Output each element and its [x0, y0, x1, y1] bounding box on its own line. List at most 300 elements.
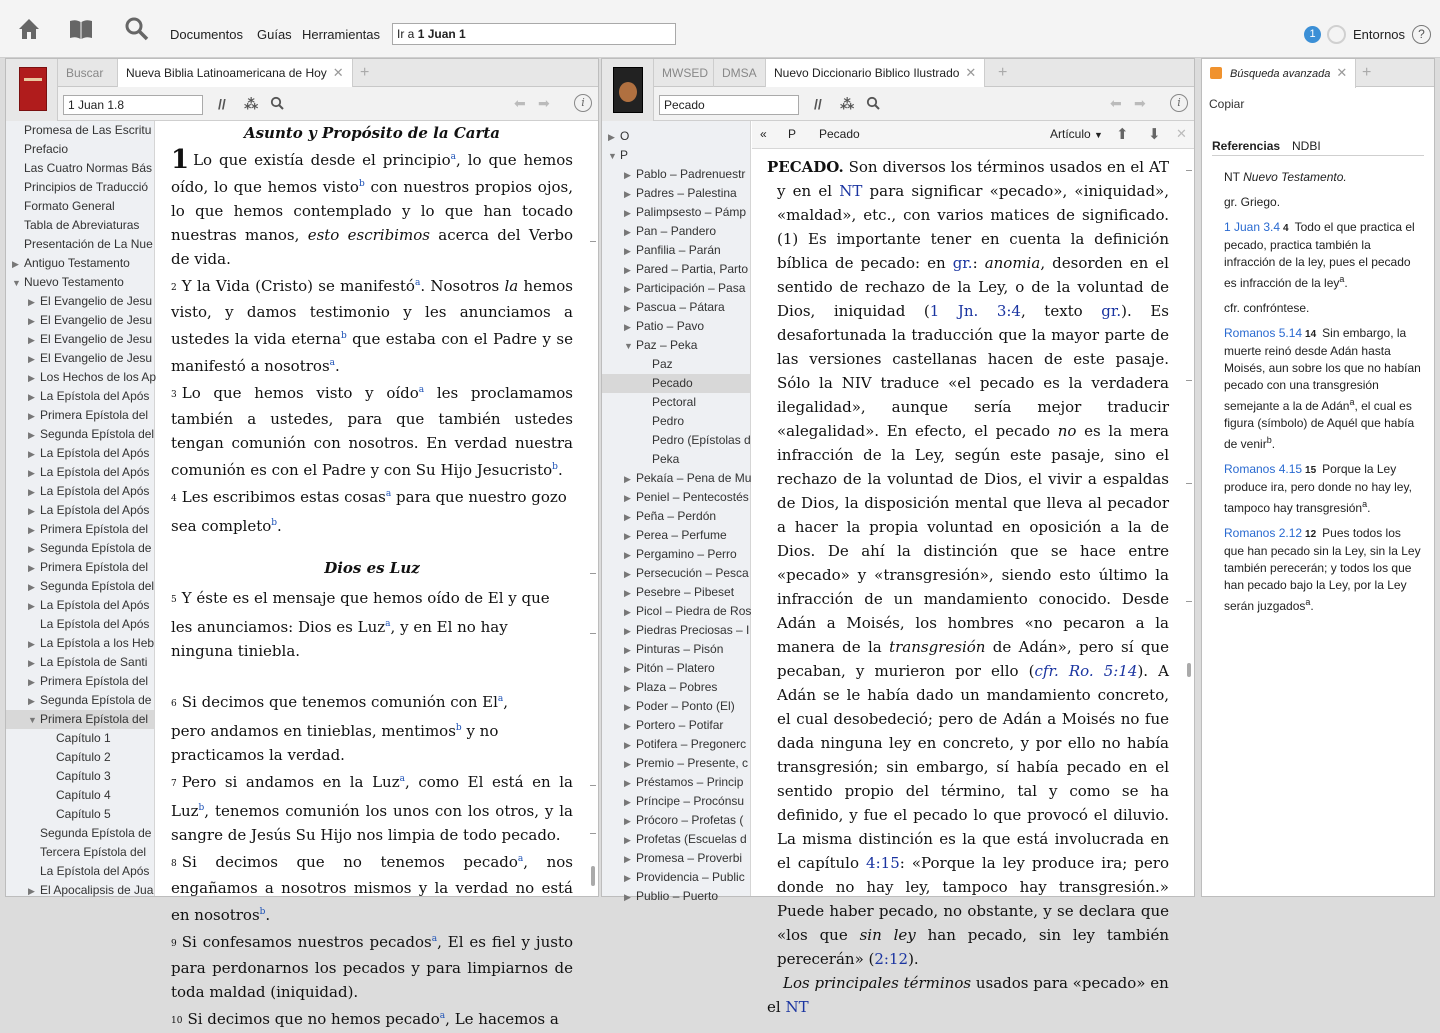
tree-item-label: Peniel – Pentecostés — [636, 490, 749, 504]
collapse-triangle-icon[interactable]: ▶ — [624, 208, 631, 218]
collapse-triangle-icon[interactable]: ▶ — [624, 626, 631, 636]
tree-item[interactable] — [602, 298, 750, 317]
tree-item[interactable] — [602, 811, 750, 830]
tree-item-label: Pedro (Epístolas d — [652, 433, 751, 447]
tree-item[interactable] — [602, 583, 750, 602]
collapse-triangle-icon[interactable]: ▶ — [624, 170, 631, 180]
tree-item[interactable] — [602, 735, 750, 754]
tree-item-label: Capítulo 4 — [56, 788, 111, 802]
collapse-triangle-icon[interactable]: ▶ — [28, 582, 35, 592]
tree-item[interactable] — [602, 773, 750, 792]
collapse-triangle-icon[interactable]: ▶ — [28, 373, 35, 383]
collapse-triangle-icon[interactable]: ▶ — [624, 778, 631, 788]
tab-dmsa[interactable] — [714, 59, 766, 87]
collapse-triangle-icon[interactable]: ▶ — [624, 284, 631, 294]
visual-filter-icon[interactable]: ⁂ — [244, 96, 259, 112]
panel-search-icon[interactable] — [270, 96, 284, 110]
tree-item-label: Pablo – Padrenuestr — [636, 167, 746, 181]
collapse-triangle-icon[interactable]: ▶ — [28, 506, 35, 516]
tree-item-label: La Epístola del Após — [40, 389, 150, 403]
tree-item-label: Segunda Epístola del — [40, 427, 155, 441]
collapse-triangle-icon[interactable]: ▶ — [28, 696, 35, 706]
tree-item-label: Prefacio — [24, 142, 69, 156]
help-icon[interactable]: ? — [1412, 25, 1431, 44]
tab-ndbi[interactable] — [766, 59, 985, 88]
collapse-triangle-icon[interactable]: ▶ — [624, 854, 631, 864]
tree-item[interactable] — [602, 792, 750, 811]
collapse-triangle-icon[interactable]: ▶ — [624, 303, 631, 313]
menu-herramientas[interactable]: Herramientas — [302, 27, 381, 42]
collapse-triangle-icon[interactable]: ▶ — [28, 525, 35, 535]
tree-item[interactable] — [6, 235, 154, 254]
bible-subbar — [58, 87, 598, 121]
tree-item[interactable] — [602, 678, 750, 697]
back-arrow-icon[interactable]: ⬅ — [1110, 95, 1122, 111]
tree-item[interactable] — [602, 564, 750, 583]
verse-10: 10 Si decimos que no hemos pecado$^a$, Le hacemos a — [171, 1010, 559, 1028]
tab-dmsa-label: DMSA — [722, 66, 757, 80]
tree-item[interactable] — [6, 178, 154, 197]
info-icon[interactable]: i — [1170, 94, 1188, 112]
tree-item[interactable] — [602, 355, 750, 374]
collapse-triangle-icon[interactable]: ▶ — [624, 645, 631, 655]
collapse-triangle-icon[interactable]: ▶ — [624, 816, 631, 826]
tree-item[interactable] — [6, 406, 154, 425]
tree-item[interactable] — [6, 862, 154, 881]
reference-link[interactable]: Romanos 2.12 — [1224, 526, 1303, 540]
back-arrow-icon[interactable]: ⬅ — [514, 95, 526, 111]
tree-item-label: La Epístola del Após — [40, 617, 150, 631]
advanced-search-panel — [1201, 58, 1435, 897]
tree-item[interactable] — [6, 767, 154, 786]
tree-item-label: Poder – Ponto (El) — [636, 699, 735, 713]
verse-6: 6 Si decimos que tenemos comunión con El$^a$, pero andamos en tinieblas, mentimos$^b$ y no practicamos la verdad. — [171, 693, 509, 764]
article-dropdown[interactable] — [1050, 127, 1103, 141]
tree-item[interactable] — [6, 121, 154, 140]
collapse-triangle-icon[interactable]: ▶ — [624, 550, 631, 560]
tree-item-label: Peka — [652, 452, 680, 466]
reference-link[interactable]: Romanos 5.14 — [1224, 326, 1303, 340]
tree-item-label: Pesebre – Pibeset — [636, 585, 735, 599]
collapse-triangle-icon[interactable]: ▶ — [28, 411, 35, 421]
tree-item-label: Promesa de Las Escritu — [24, 123, 152, 137]
expand-triangle-icon[interactable]: ▼ — [624, 341, 633, 351]
collapse-triangle-icon[interactable]: ▶ — [624, 265, 631, 275]
reference-entry: gr. Griego. — [1224, 195, 1281, 209]
collapse-triangle-icon[interactable]: ▶ — [624, 588, 631, 598]
close-icon[interactable]: ✕ — [965, 65, 977, 80]
tree-item[interactable] — [602, 336, 750, 355]
reference-entry: Romanos 4.15 15 Porque la Ley produce ira, pero donde no hay ley, tampoco hay transgresión$^a$. — [1224, 462, 1412, 515]
tree-item[interactable] — [602, 545, 750, 564]
tree-item[interactable] — [602, 184, 750, 203]
tree-item-label: Peña – Perdón — [636, 509, 717, 523]
collapse-triangle-icon[interactable]: ▶ — [624, 246, 631, 256]
tree-item-label: Prócoro – Profetas ( — [636, 813, 744, 827]
tab-mwsed-label: MWSED — [662, 66, 708, 80]
collapse-triangle-icon[interactable]: ▶ — [28, 297, 35, 307]
tree-item[interactable] — [602, 146, 750, 165]
tree-item-label: La Epístola del Após — [40, 465, 150, 479]
dictionary-index-tree — [602, 121, 752, 903]
tree-item-label: Segunda Epístola de — [40, 693, 152, 707]
visual-filter-icon[interactable]: ⁂ — [840, 96, 855, 112]
article-paragraph-1: PECADO. Son diversos los términos usados en el AT y en el NT para significar «pecado», «iniquidad», «maldad», etc., con varios matices de significado. (1) Es importante tener en cuenta la definición bíblica de pecado: en gr.: anomia, desorden en el sentido de rechazo de la Ley, o de la voluntad de Dios, iniquidad (1 Jn. 3:4, texto gr.). Es desafortunada la traducción que la mayor parte de las versiones castellanas hacen de este pasaje. Sólo la NIV traduce «el pecado es la verdadera ilegalidad», aunque sería mejor traducir «alegalidad». En efecto, el pecado no es la mera infracción de la Ley, según este pasaje, sino el rechazo de la voluntad de Dios, el vivir a espaldas de Dios, la disposición mental que lleva al pecador a hacer la propia voluntad en oposición a la de Dios. De ahí la distinción que se hace entre «pecado» y «transgresión», siendo esto último la infracción de un mandamiento conocido. Desde Adán a Moisés, los hombres «no pecaron a la manera de la transgresión de Adán», pero sí que pecaban, y murieron por ello (cfr. Ro. 5:14). A Adán se le había dado un mandamiento concreto, el cual desobedeció; pero de Adán a Moisés no fue dada ninguna ley en concreto, y por ello no había transgresión; sin embargo, sí había pecado en el sentido propio del término, tal y como se ha definido, y fue el pecado lo que provocó el diluvio. La misma distinción es la que está involucrada en el capítulo 4:15: «Porque la ley produce ira; pero donde no hay ley, tampoco hay transgresión.» Puede haber pecado, no obstante, y se declara que «los que sin ley han pecado, sin ley también perecerán» (2:12). — [767, 158, 1170, 968]
tree-item-label: Presentación de La Nue — [24, 237, 153, 251]
article-dropdown-label: Artículo — [1050, 127, 1091, 141]
parallel-icon[interactable]: // — [814, 96, 822, 112]
collapse-triangle-icon[interactable]: ▶ — [28, 392, 35, 402]
tree-item-label: Potifera – Pregonerc — [636, 737, 747, 751]
collapse-triangle-icon[interactable]: ▶ — [28, 639, 35, 649]
library-book-icon[interactable] — [68, 16, 94, 42]
tree-item[interactable] — [6, 539, 154, 558]
forward-arrow-icon[interactable]: ➡ — [538, 95, 550, 111]
tree-item[interactable] — [6, 615, 154, 634]
expand-triangle-icon[interactable]: ▼ — [28, 715, 37, 725]
tree-item-label: Capítulo 5 — [56, 807, 111, 821]
tree-item[interactable] — [6, 159, 154, 178]
main-toolbar — [0, 0, 1440, 58]
tree-item[interactable] — [6, 463, 154, 482]
tree-item[interactable] — [602, 602, 750, 621]
tree-item-label: El Evangelio de Jesu — [40, 332, 153, 346]
add-tab-icon[interactable]: + — [1362, 64, 1372, 81]
menu-documentos[interactable]: Documentos — [170, 27, 243, 42]
collapse-triangle-icon[interactable]: ▶ — [624, 512, 631, 522]
tree-item-label: P — [620, 148, 629, 162]
collapse-triangle-icon[interactable]: ▶ — [624, 797, 631, 807]
tree-item-label: Panfilia – Parán — [636, 243, 721, 257]
menu-guias[interactable]: Guías — [257, 27, 292, 42]
tree-item-label: Paz — [652, 357, 673, 371]
reference-link[interactable]: 1 Juan 3.4 — [1224, 220, 1281, 234]
tree-item-label: Primera Epístola del — [40, 712, 149, 726]
bible-text — [171, 121, 574, 1028]
tree-item[interactable] — [6, 881, 154, 900]
tree-item[interactable] — [602, 887, 750, 906]
tree-item-label: Las Cuatro Normas Bás — [24, 161, 153, 175]
tab-nblh[interactable] — [118, 59, 353, 88]
dictionary-search-input[interactable]: Pecado — [659, 95, 799, 115]
article-paragraph-2: Los principales términos usados para «pecado» en el NT — [767, 974, 1169, 1016]
tree-item[interactable] — [6, 482, 154, 501]
tree-item[interactable] — [6, 292, 154, 311]
tree-item[interactable] — [6, 387, 154, 406]
tree-item-label: Palimpsesto – Pámp — [636, 205, 747, 219]
tree-item-label: Portero – Potifar — [636, 718, 724, 732]
tree-item[interactable] — [6, 311, 154, 330]
tree-item[interactable] — [602, 260, 750, 279]
tree-item[interactable] — [6, 368, 157, 387]
reference-entry: Romanos 2.12 12 Pues todos los que han pecado sin la Ley, sin la Ley también perecerán; y todos los que han pecado bajo la Ley, por la Ley serán juzgados$^a$. — [1224, 526, 1421, 613]
collapse-triangle-icon[interactable]: ▶ — [624, 683, 631, 693]
tree-item[interactable] — [6, 805, 154, 824]
tree-item-label: Picol – Piedra de Ros — [636, 604, 752, 618]
tree-item-label: Primera Epístola del — [40, 408, 149, 422]
goto-input[interactable] — [392, 23, 676, 45]
tab-buscar[interactable] — [58, 59, 118, 87]
tree-item-label: Primera Epístola del — [40, 674, 149, 688]
tree-item[interactable] — [6, 748, 154, 767]
tree-item[interactable] — [6, 349, 154, 368]
collapse-triangle-icon[interactable]: ▶ — [624, 531, 631, 541]
tree-item[interactable] — [6, 140, 154, 159]
tree-item[interactable] — [6, 520, 154, 539]
verse-1: 1 Lo que existía desde el principio$^a$, lo que hemos oído, lo que hemos visto$^b$ con nuestros propios ojos, lo que hemos contemplado y lo que han tocado nuestras manos, esto escribimos acerca del Verbo de vida. — [171, 145, 574, 268]
verse-7: 7 Pero si andamos en la Luz$^a$, como El está en la Luz$^b$, tenemos comunión los unos con los otros, y la sangre de Jesús Su Hijo nos limpia de todo pecado. — [171, 773, 573, 844]
tab-busqueda-avanzada[interactable] — [1202, 59, 1356, 88]
tree-item[interactable] — [602, 450, 750, 469]
collapse-triangle-icon[interactable]: ▶ — [28, 601, 35, 611]
entornos-button[interactable]: Entornos — [1353, 27, 1406, 42]
collapse-triangle-icon[interactable]: ▶ — [624, 189, 631, 199]
collapse-triangle-icon[interactable]: ▶ — [624, 227, 631, 237]
tree-item-label: La Epístola del Após — [40, 503, 150, 517]
section-heading-2: Dios es Luz — [324, 559, 420, 577]
collapse-triangle-icon[interactable]: ▶ — [28, 316, 35, 326]
close-icon[interactable]: ✕ — [1336, 65, 1348, 80]
reference-input[interactable]: 1 Juan 1.8 — [63, 95, 203, 115]
tree-item-label: Tercera Epístola del — [40, 845, 147, 859]
collapse-triangle-icon[interactable]: ▶ — [608, 132, 615, 142]
result-tabs — [1212, 139, 1424, 156]
tree-item[interactable] — [6, 444, 154, 463]
tree-item-label: El Evangelio de Jesu — [40, 351, 153, 365]
tree-item[interactable] — [602, 526, 750, 545]
tree-item[interactable] — [6, 786, 154, 805]
collapse-triangle-icon[interactable]: ▶ — [28, 677, 35, 687]
tree-item[interactable] — [6, 197, 154, 216]
tree-item-label: O — [620, 129, 630, 143]
collapse-triangle-icon[interactable]: ▶ — [624, 892, 631, 902]
tab-busqueda-label: Búsqueda avanzada — [1230, 68, 1331, 80]
tree-item[interactable] — [6, 653, 154, 672]
tree-item[interactable] — [602, 697, 750, 716]
tab-ndbi-label: Nuevo Diccionario Biblico Ilustrado — [774, 66, 960, 80]
collapse-triangle-icon[interactable]: ▶ — [624, 493, 631, 503]
tree-item[interactable] — [602, 830, 750, 849]
tree-item[interactable] — [602, 754, 750, 773]
tree-item-label: Capítulo 1 — [56, 731, 111, 745]
add-tab-icon[interactable]: + — [998, 64, 1008, 81]
tree-item-label: Piedras Preciosas – I — [636, 623, 750, 637]
expand-triangle-icon[interactable]: ▼ — [608, 151, 617, 161]
collapse-triangle-icon[interactable]: ▶ — [28, 335, 35, 345]
tree-item-label: Publio – Puerto — [636, 889, 719, 903]
breadcrumb-back[interactable]: « — [760, 127, 767, 141]
collapse-triangle-icon[interactable]: ▶ — [28, 658, 35, 668]
tree-item-label: Antiguo Testamento — [24, 256, 130, 270]
tree-item[interactable] — [602, 640, 750, 659]
tree-item-label: Pitón – Platero — [636, 661, 715, 675]
collapse-triangle-icon[interactable]: ▶ — [28, 544, 35, 554]
tree-item[interactable] — [602, 127, 750, 146]
verse-2: 2 Y la Vida (Cristo) se manifestó$^a$. Nosotros la hemos visto, y damos testimonio y les anunciamos a ustedes la vida eterna$^b$ que estaba con el Padre y se manifestó a nosotros$^a$. — [171, 277, 574, 375]
env-count-badge: 1 — [1304, 26, 1321, 43]
tree-item-label: El Evangelio de Jesu — [40, 313, 153, 327]
tree-item-label: Premio – Presente, c — [636, 756, 749, 770]
collapse-triangle-icon[interactable]: ▶ — [28, 354, 35, 364]
tree-item[interactable] — [602, 659, 750, 678]
tree-item[interactable] — [602, 374, 750, 393]
tree-item-label: El Apocalipsis de Jua — [40, 883, 154, 897]
tree-item[interactable] — [602, 317, 750, 336]
parallel-icon[interactable]: // — [218, 96, 226, 112]
collapse-triangle-icon[interactable]: ▶ — [28, 886, 35, 896]
tree-item[interactable] — [6, 273, 154, 292]
tree-item[interactable] — [6, 843, 154, 862]
collapse-triangle-icon[interactable]: ▶ — [624, 664, 631, 674]
tree-item[interactable] — [602, 222, 750, 241]
tree-item[interactable] — [6, 558, 154, 577]
article-text — [767, 155, 1170, 1016]
tree-item-label: Pekaía – Pena de Mu — [636, 471, 752, 485]
tree-item-label: La Epístola del Após — [40, 484, 150, 498]
tree-item[interactable] — [602, 431, 750, 450]
verse-5: 5 Y éste es el mensaje que hemos oído de El y que les anunciamos: Dios es Luz$^a$, y en El no hay ninguna tiniebla. — [171, 589, 550, 660]
tree-item-label: La Epístola del Após — [40, 446, 150, 460]
tree-item[interactable] — [602, 241, 750, 260]
tree-item[interactable] — [6, 501, 154, 520]
tab-referencias[interactable]: Referencias — [1212, 139, 1281, 153]
tab-ndbi-refs[interactable]: NDBI — [1292, 139, 1321, 153]
copy-button[interactable]: Copiar — [1209, 97, 1245, 111]
section-heading: Asunto y Propósito de la Carta — [243, 124, 501, 142]
article-header — [752, 121, 1194, 149]
reference-link[interactable]: Romanos 4.15 — [1224, 462, 1303, 476]
tree-item-label: Profetas (Escuelas d — [636, 832, 747, 846]
search-icon[interactable] — [124, 16, 150, 42]
close-icon[interactable]: ✕ — [332, 65, 344, 80]
collapse-triangle-icon[interactable]: ▶ — [624, 835, 631, 845]
reference-entry: cfr. confróntese. — [1224, 301, 1310, 315]
dictionary-cover-icon[interactable] — [613, 67, 643, 113]
collapse-triangle-icon[interactable]: ▶ — [28, 563, 35, 573]
info-icon[interactable]: i — [574, 94, 592, 112]
tree-item-label: Providencia – Public — [636, 870, 745, 884]
tree-item[interactable] — [6, 330, 154, 349]
references-list — [1224, 169, 1424, 623]
goto-prefix: Ir a — [397, 27, 415, 41]
tree-item[interactable] — [6, 596, 154, 615]
tree-item-label: Participación – Pasa — [636, 281, 746, 295]
collapse-triangle-icon[interactable]: ▶ — [624, 759, 631, 769]
collapse-triangle-icon[interactable]: ▶ — [624, 569, 631, 579]
tree-item[interactable] — [602, 469, 750, 488]
tree-item[interactable] — [6, 824, 154, 843]
add-tab-icon[interactable]: + — [360, 64, 370, 81]
breadcrumb-entry[interactable]: Pecado — [819, 127, 860, 141]
tree-item-label: Pedro — [652, 414, 685, 428]
tree-item-label: Paz – Peka — [636, 338, 698, 352]
tree-item[interactable] — [602, 507, 750, 526]
tree-item-label: Pectoral — [652, 395, 697, 409]
dict-cover-area — [602, 59, 654, 121]
forward-arrow-icon[interactable]: ➡ — [1134, 95, 1146, 111]
close-icon[interactable]: ✕ — [1176, 126, 1187, 141]
collapse-triangle-icon[interactable]: ▶ — [28, 449, 35, 459]
tree-item[interactable] — [6, 254, 154, 273]
dictionary-tabbar — [602, 59, 1194, 87]
tree-item[interactable] — [6, 710, 154, 729]
tree-item[interactable] — [6, 216, 154, 235]
collapse-triangle-icon[interactable]: ▶ — [624, 873, 631, 883]
tree-item[interactable] — [6, 729, 154, 748]
article-scrollbar[interactable] — [1184, 155, 1194, 896]
tree-item[interactable] — [602, 868, 750, 887]
arrow-down-icon[interactable]: ⬇ — [1148, 126, 1161, 143]
collapse-triangle-icon[interactable]: ▶ — [28, 430, 35, 440]
tree-item[interactable] — [602, 279, 750, 298]
tree-item[interactable] — [602, 165, 750, 184]
tree-item-label: Perea – Perfume — [636, 528, 727, 542]
collapse-triangle-icon[interactable]: ▶ — [12, 259, 19, 269]
tree-item-label: Tabla de Abreviaturas — [24, 218, 140, 232]
tab-mwsed[interactable] — [654, 59, 714, 87]
tree-item-label: Capítulo 3 — [56, 769, 111, 783]
tree-item-label: Primera Epístola del — [40, 522, 149, 536]
collapse-triangle-icon[interactable]: ▶ — [624, 322, 631, 332]
tree-item[interactable] — [6, 672, 154, 691]
tree-item-label: Primera Epístola del — [40, 560, 149, 574]
bible-cover-icon[interactable] — [19, 67, 47, 111]
tree-item-label: Préstamos – Princip — [636, 775, 744, 789]
verse-9: 9 Si confesamos nuestros pecados$^a$, El es fiel y justo para perdonarnos los pecados y para limpiarnos de toda maldad (iniquidad). — [171, 933, 574, 1001]
collapse-triangle-icon[interactable]: ▶ — [624, 607, 631, 617]
tree-item-label: Capítulo 2 — [56, 750, 111, 764]
collapse-triangle-icon[interactable]: ▶ — [28, 487, 35, 497]
collapse-triangle-icon[interactable]: ▶ — [624, 721, 631, 731]
tree-item[interactable] — [602, 393, 750, 412]
dictionary-panel — [601, 58, 1195, 1016]
tree-item-label: La Epístola del Após — [40, 864, 150, 878]
tree-item-label: Persecución – Pesca — [636, 566, 749, 580]
sync-spinner-icon — [1327, 25, 1346, 44]
collapse-triangle-icon[interactable]: ▶ — [624, 702, 631, 712]
reference-entry: Romanos 5.14 14 Sin embargo, la muerte reinó desde Adán hasta Moisés, aun sobre los que no habían pecado con una transgresión semejante a la de Adán$^a$, el cual es figura (símbolo) de Aquél que había de venir$^b$. — [1224, 326, 1421, 451]
bible-tabbar — [6, 59, 598, 87]
tree-item[interactable] — [6, 577, 154, 596]
collapse-triangle-icon[interactable]: ▶ — [624, 474, 631, 484]
expand-triangle-icon[interactable]: ▼ — [12, 278, 21, 288]
tree-item[interactable] — [6, 691, 154, 710]
tree-item[interactable] — [602, 203, 750, 222]
arrow-up-icon[interactable]: ⬆ — [1116, 126, 1129, 143]
bible-cover-area — [6, 59, 58, 121]
bible-scrollbar[interactable] — [588, 121, 598, 896]
breadcrumb-letter[interactable]: P — [788, 127, 797, 141]
tree-item[interactable] — [602, 621, 750, 640]
tree-item-label: Segunda Epístola del — [40, 579, 155, 593]
tree-item[interactable] — [602, 849, 750, 868]
goto-value: 1 Juan 1 — [417, 27, 466, 41]
tree-item-label: Segunda Epístola de — [40, 541, 152, 555]
tree-item[interactable] — [6, 425, 154, 444]
home-icon[interactable] — [16, 16, 42, 42]
collapse-triangle-icon[interactable]: ▶ — [28, 468, 35, 478]
search-panel-icon — [1210, 67, 1222, 79]
tree-item-label: Plaza – Pobres — [636, 680, 718, 694]
reference-entry: NT Nuevo Testamento. — [1224, 170, 1347, 184]
panel-search-icon[interactable] — [866, 96, 880, 110]
tree-item[interactable] — [602, 412, 750, 431]
tree-item[interactable] — [602, 716, 750, 735]
collapse-triangle-icon[interactable]: ▶ — [624, 740, 631, 750]
tab-nblh-label: Nueva Biblia Latinoamericana de Hoy — [126, 66, 327, 80]
tree-item[interactable] — [6, 634, 154, 653]
tree-item[interactable] — [602, 488, 750, 507]
